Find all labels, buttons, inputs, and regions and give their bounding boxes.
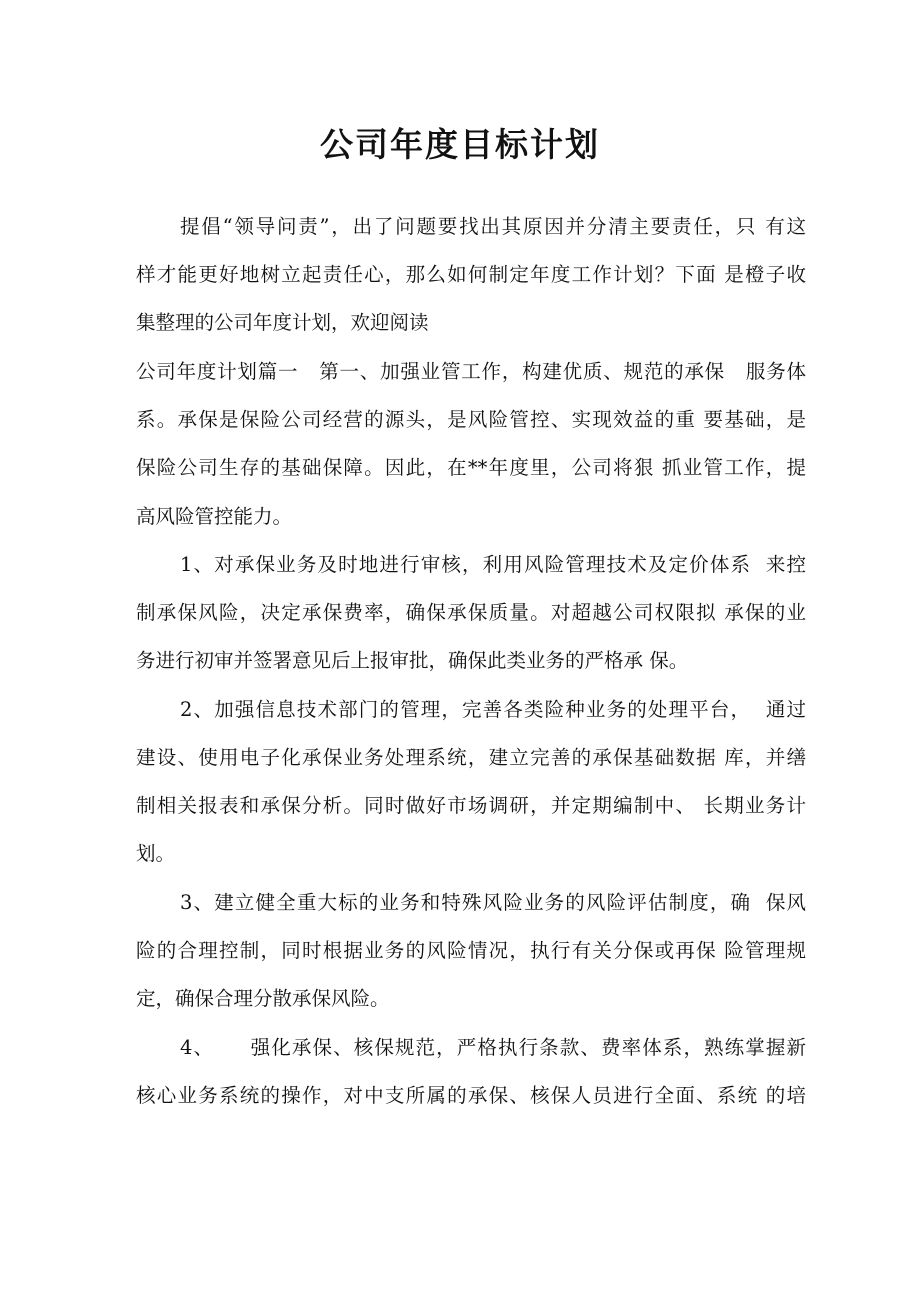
paragraph-line: 提倡“领导问责”，出了问题要找出其原因并分清主要责任，只 有这	[180, 215, 806, 238]
paragraph-line: 定，确保合理分散承保风险。	[136, 987, 390, 1010]
paragraph-line: 1、对承保业务及时地进行审核，利用风险管理技术及定价体系 来控	[180, 553, 806, 576]
paragraph-line: 4、 强化承保、核保规范，严格执行条款、费率体系，熟练掌握新	[180, 1036, 806, 1059]
paragraph-line: 险的合理控制，同时根据业务的风险情况，执行有关分保或再保 险管理规	[136, 939, 806, 962]
paragraph-line: 系。承保是保险公司经营的源头，是风险管控、实现效益的重 要基础，是	[136, 408, 806, 431]
paragraph-line: 3、建立健全重大标的业务和特殊风险业务的风险评估制度，确 保风	[180, 891, 806, 914]
paragraph-line: 制相关报表和承保分析。同时做好市场调研，并定期编制中、 长期业务计	[136, 794, 806, 817]
paragraph-line: 核心业务系统的操作，对中支所属的承保、核保人员进行全面、系统 的培	[136, 1084, 806, 1107]
paragraph-line: 务进行初审并签署意见后上报审批，确保此类业务的严格承 保。	[136, 649, 689, 672]
paragraph-line: 保险公司生存的基础保障。因此，在**年度里，公司将狠 抓业管工作，提	[136, 456, 806, 479]
paragraph-line: 制承保风险，决定承保费率，确保承保质量。对超越公司权限拟 承保的业	[136, 601, 806, 624]
paragraph-line: 集整理的公司年度计划，欢迎阅读	[136, 311, 429, 334]
paragraph-line: 公司年度计划篇一 第一、加强业管工作，构建优质、规范的承保 服务体	[136, 360, 806, 383]
paragraph-line: 2、加强信息技术部门的管理，完善各类险种业务的处理平台， 通过	[180, 698, 806, 721]
document-title: 公司年度目标计划	[320, 125, 600, 164]
paragraph-line: 高风险管控能力。	[136, 505, 293, 528]
paragraph-line: 样才能更好地树立起责任心，那么如何制定年度工作计划？下面 是橙子收	[136, 263, 806, 286]
paragraph-line: 划。	[136, 842, 176, 865]
paragraph-line: 建设、使用电子化承保业务处理系统，建立完善的承保基础数据 库，并缮	[136, 746, 806, 769]
